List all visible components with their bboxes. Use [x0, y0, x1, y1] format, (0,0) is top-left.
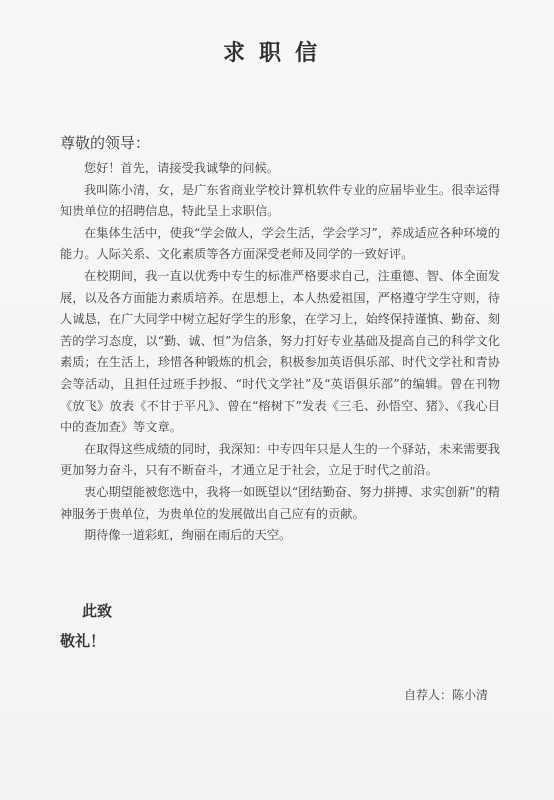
paragraph-commitment: 衷心期望能被您选中，我将一如既望以“团结勤奋、努力拼搏、求实创新”的精神服务于贵单位，为贵单位的发展做出自己应有的贡献。	[60, 484, 500, 521]
paragraph-expectation: 期待像一道彩虹，绚丽在雨后的天空。	[84, 528, 292, 543]
letter-title: 求职信	[222, 40, 331, 66]
salutation: 尊敬的领导：	[60, 134, 151, 152]
paragraph-school-period: 在校期间，我一直以优秀中专生的标准严格要求自己，注重德、智、体全面发展，以及各方面能力素质培养。在思想上，本人热爱祖国，严格遵守学生守则，待人诚恳，在广大同学中树立起好学生的形象，在学习上，始终保持谨慎、勤奋、刻苦的学习态度，以“勤、诚、恒”为信条，努力打好专业基础及提高自己的科学文化素质；在生活上，珍惜各种锻炼的机会，积极参加英语俱乐部、时代文学社和青协会等活动，且担任过班手抄报、“时代文学社”及“英语俱乐部”的编辑。曾在刊物《放飞》放表《不甘于平凡》、曾在“榕树下”发表《三毛、孙悟空、猪》、《我心目中的查加查》等文章。	[60, 268, 500, 435]
paragraph-collective-life: 在集体生活中，使我“学会做人，学会生活，学会学习”，养成适应各种环境的能力。人际关系、文化素质等各方面深受老师及同学的一致好评。	[60, 225, 500, 262]
regards-phrase: 敬礼！	[60, 632, 106, 650]
paragraph-greeting: 您好！首先，请接受我诚挚的问候。	[84, 161, 279, 175]
closing-phrase: 此致	[82, 602, 113, 620]
paragraph-introduction: 我叫陈小清，女，是广东省商业学校计算机软件专业的应届毕业生。很幸运得知贵单位的招聘信息，特此呈上求职信。	[60, 182, 500, 219]
paragraph-achievements: 在取得这些成绩的同时，我深知：中专四年只是人生的一个驿站，未来需要我更加努力奋斗，只有不断奋斗，才通立足于社会，立足于时代之前沿。	[60, 441, 500, 478]
signature: 自荐人：陈小清	[404, 688, 489, 702]
letter-body	[60, 158, 500, 547]
